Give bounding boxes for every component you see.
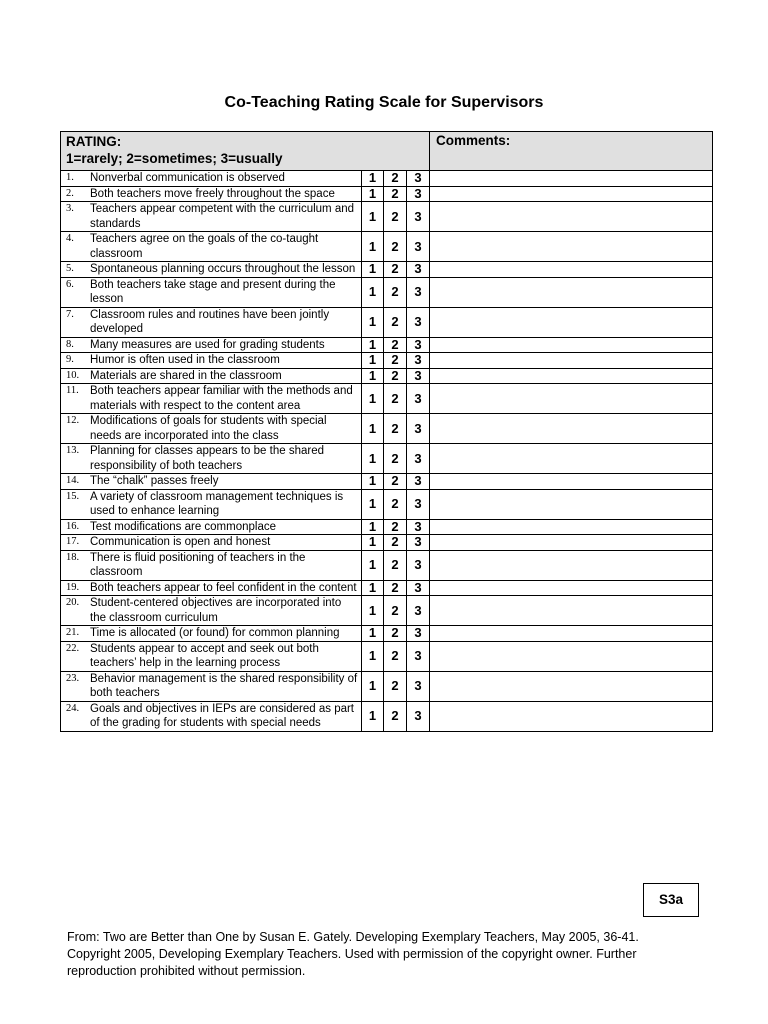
rating-option-1[interactable]: 1	[362, 671, 384, 701]
rating-option-2[interactable]: 2	[384, 641, 407, 671]
rating-option-3[interactable]: 3	[407, 353, 430, 369]
rating-option-1[interactable]: 1	[362, 596, 384, 626]
table-row	[61, 307, 713, 337]
table-row	[61, 277, 713, 307]
rating-option-1[interactable]: 1	[362, 550, 384, 580]
rating-option-2[interactable]: 2	[384, 368, 407, 384]
item-text: Both teachers take stage and present during the lesson	[90, 278, 336, 305]
item-number: 13.	[66, 445, 80, 456]
rating-option-3[interactable]: 3	[407, 262, 430, 278]
item-cell	[61, 171, 362, 187]
rating-option-2[interactable]: 2	[384, 444, 407, 474]
comment-cell[interactable]	[430, 202, 713, 232]
table-row	[61, 474, 713, 490]
rating-option-1[interactable]: 1	[362, 171, 384, 187]
item-cell	[61, 186, 362, 202]
item-text: Nonverbal communication is observed	[90, 172, 285, 184]
rating-option-3[interactable]: 3	[407, 202, 430, 232]
rating-option-1[interactable]: 1	[362, 307, 384, 337]
table-row	[61, 444, 713, 474]
comment-cell[interactable]	[430, 489, 713, 519]
rating-option-2[interactable]: 2	[384, 596, 407, 626]
item-number: 1.	[66, 172, 74, 183]
item-text: Classroom rules and routines have been jointly developed	[90, 308, 330, 335]
comments-header: Comments:	[430, 132, 713, 171]
table-row	[61, 701, 713, 731]
item-cell	[61, 580, 362, 596]
item-text: Behavior management is the shared responsibility of both teachers	[90, 672, 358, 699]
item-cell	[61, 596, 362, 626]
rating-option-3[interactable]: 3	[407, 232, 430, 262]
item-number: 18.	[66, 551, 80, 563]
rating-option-2[interactable]: 2	[384, 337, 407, 353]
item-number: 23.	[66, 672, 80, 684]
item-text: Students appear to accept and seek out both teachers’ help in the learning process	[90, 642, 319, 669]
table-row	[61, 384, 713, 414]
comment-cell[interactable]	[430, 186, 713, 202]
rating-option-2[interactable]: 2	[384, 186, 407, 202]
table-row	[61, 202, 713, 232]
rating-option-1[interactable]: 1	[362, 535, 384, 551]
item-number: 16.	[66, 520, 80, 532]
comment-cell[interactable]	[430, 232, 713, 262]
rating-option-3[interactable]: 3	[407, 186, 430, 202]
item-text: Modifications of goals for students with special needs are incorporated into the class	[90, 415, 327, 442]
item-cell	[61, 368, 362, 384]
page-label-box: S3a	[643, 883, 699, 917]
item-cell	[61, 519, 362, 535]
item-cell	[61, 262, 362, 278]
comment-cell[interactable]	[430, 626, 713, 642]
rating-option-3[interactable]: 3	[407, 171, 430, 187]
item-cell	[61, 550, 362, 580]
rating-option-3[interactable]: 3	[407, 414, 430, 444]
item-cell	[61, 535, 362, 551]
comment-cell[interactable]	[430, 580, 713, 596]
rating-option-1[interactable]: 1	[362, 474, 384, 490]
item-cell	[61, 384, 362, 414]
item-text: Both teachers appear to feel confident in the content	[90, 581, 357, 594]
comment-cell[interactable]	[430, 368, 713, 384]
item-cell	[61, 353, 362, 369]
item-text: Time is allocated (or found) for common planning	[90, 627, 340, 639]
rating-option-1[interactable]: 1	[362, 626, 384, 642]
rating-option-2[interactable]: 2	[384, 262, 407, 278]
item-text: There is fluid positioning of teachers in the classroom	[90, 551, 306, 578]
rating-option-3[interactable]: 3	[407, 519, 430, 535]
item-number: 8.	[66, 338, 74, 350]
comment-cell[interactable]	[430, 262, 713, 278]
rating-option-3[interactable]: 3	[407, 596, 430, 626]
item-cell	[61, 277, 362, 307]
rating-option-1[interactable]: 1	[362, 353, 384, 369]
rating-option-3[interactable]: 3	[407, 277, 430, 307]
rating-option-1[interactable]: 1	[362, 202, 384, 232]
rating-option-1[interactable]: 1	[362, 384, 384, 414]
item-number: 10.	[66, 369, 80, 381]
item-text: A variety of classroom management techniques is used to enhance learning	[90, 490, 344, 517]
item-cell	[61, 626, 362, 642]
item-cell	[61, 641, 362, 671]
comment-cell[interactable]	[430, 535, 713, 551]
item-number: 7.	[66, 308, 74, 320]
item-cell	[61, 202, 362, 232]
rating-scale-legend: 1=rarely; 2=sometimes; 3=usually	[66, 151, 283, 166]
rating-option-1[interactable]: 1	[362, 641, 384, 671]
item-number: 20.	[66, 597, 80, 608]
item-number: 4.	[66, 233, 74, 244]
rating-option-2[interactable]: 2	[384, 701, 407, 731]
table-row	[61, 535, 713, 551]
rating-option-1[interactable]: 1	[362, 444, 384, 474]
table-row	[61, 337, 713, 353]
rating-option-3[interactable]: 3	[407, 701, 430, 731]
table-row	[61, 489, 713, 519]
item-cell	[61, 232, 362, 262]
rating-option-1[interactable]: 1	[362, 186, 384, 202]
rating-option-2[interactable]: 2	[384, 202, 407, 232]
table-row	[61, 550, 713, 580]
item-cell	[61, 337, 362, 353]
rating-option-2[interactable]: 2	[384, 626, 407, 642]
table-row	[61, 519, 713, 535]
rating-option-1[interactable]: 1	[362, 580, 384, 596]
rating-option-1[interactable]: 1	[362, 489, 384, 519]
rating-option-3[interactable]: 3	[407, 307, 430, 337]
rating-option-2[interactable]: 2	[384, 474, 407, 490]
item-cell	[61, 307, 362, 337]
rating-option-2[interactable]: 2	[384, 232, 407, 262]
item-cell	[61, 671, 362, 701]
rating-option-1[interactable]: 1	[362, 262, 384, 278]
item-number: 6.	[66, 278, 74, 290]
table-row	[61, 641, 713, 671]
table-row	[61, 626, 713, 642]
comment-cell[interactable]	[430, 444, 713, 474]
rating-option-2[interactable]: 2	[384, 580, 407, 596]
item-number: 19.	[66, 581, 80, 593]
table-row	[61, 262, 713, 278]
rating-option-3[interactable]: 3	[407, 337, 430, 353]
item-text: Goals and objectives in IEPs are considered as part of the grading for students with special needs	[90, 702, 355, 729]
rating-option-3[interactable]: 3	[407, 535, 430, 551]
rating-option-1[interactable]: 1	[362, 701, 384, 731]
item-text: Test modifications are commonplace	[90, 520, 276, 533]
rating-option-1[interactable]: 1	[362, 519, 384, 535]
rating-option-2[interactable]: 2	[384, 277, 407, 307]
item-number: 17.	[66, 536, 80, 547]
rating-option-3[interactable]: 3	[407, 580, 430, 596]
item-number: 11.	[66, 385, 79, 396]
page-title: Co-Teaching Rating Scale for Supervisors	[224, 94, 544, 111]
item-text: Spontaneous planning occurs throughout the lesson	[90, 263, 356, 275]
comment-cell[interactable]	[430, 307, 713, 337]
rating-option-3[interactable]: 3	[407, 626, 430, 642]
rating-option-2[interactable]: 2	[384, 489, 407, 519]
rating-option-3[interactable]: 3	[407, 671, 430, 701]
rating-option-2[interactable]: 2	[384, 671, 407, 701]
item-number: 22.	[66, 642, 80, 654]
table-row	[61, 414, 713, 444]
item-cell	[61, 489, 362, 519]
item-number: 15.	[66, 490, 80, 502]
comment-cell[interactable]	[430, 337, 713, 353]
item-text: Materials are shared in the classroom	[90, 369, 282, 382]
rating-option-3[interactable]: 3	[407, 474, 430, 490]
table-row	[61, 368, 713, 384]
rating-option-1[interactable]: 1	[362, 277, 384, 307]
item-text: Teachers appear competent with the curriculum and standards	[90, 203, 355, 230]
rating-option-2[interactable]: 2	[384, 307, 407, 337]
item-text: Humor is often used in the classroom	[90, 354, 280, 366]
item-number: 21.	[66, 627, 80, 638]
item-number: 3.	[66, 203, 74, 214]
table-header-row	[61, 132, 713, 171]
rating-option-2[interactable]: 2	[384, 550, 407, 580]
rating-option-2[interactable]: 2	[384, 535, 407, 551]
copyright-footer: From: Two are Better than One by Susan E. Gately. Developing Exemplary Teachers, May 2005, 36-41. Copyright 2005, Developing Exemplary Teachers. Used with permission of the copyright owner. Further reproduction prohibited without permission.	[67, 930, 639, 978]
comment-cell[interactable]	[430, 414, 713, 444]
rating-option-3[interactable]: 3	[407, 641, 430, 671]
item-number: 14.	[66, 475, 80, 486]
item-text: Student-centered objectives are incorporated into the classroom curriculum	[90, 597, 342, 624]
item-cell	[61, 414, 362, 444]
item-number: 5.	[66, 263, 74, 274]
rating-option-2[interactable]: 2	[384, 414, 407, 444]
rating-label: RATING:	[66, 134, 122, 149]
rating-option-2[interactable]: 2	[384, 353, 407, 369]
rating-option-3[interactable]: 3	[407, 444, 430, 474]
item-number: 9.	[66, 354, 74, 365]
item-cell	[61, 444, 362, 474]
comment-cell[interactable]	[430, 596, 713, 626]
comment-cell[interactable]	[430, 550, 713, 580]
item-cell	[61, 701, 362, 731]
item-text: Teachers agree on the goals of the co-taught classroom	[90, 233, 319, 260]
rating-option-3[interactable]: 3	[407, 384, 430, 414]
item-text: Both teachers appear familiar with the methods and materials with respect to the content area	[90, 385, 353, 412]
item-text: The “chalk” passes freely	[90, 475, 219, 487]
item-cell	[61, 474, 362, 490]
comment-cell[interactable]	[430, 277, 713, 307]
comment-cell[interactable]	[430, 519, 713, 535]
comment-cell[interactable]	[430, 701, 713, 731]
rating-option-1[interactable]: 1	[362, 232, 384, 262]
table-row	[61, 186, 713, 202]
table-row	[61, 671, 713, 701]
table-row	[61, 353, 713, 369]
rating-header-cell	[61, 132, 430, 171]
table-row	[61, 596, 713, 626]
comment-cell[interactable]	[430, 171, 713, 187]
item-number: 12.	[66, 415, 80, 426]
table-row	[61, 580, 713, 596]
rating-option-3[interactable]: 3	[407, 550, 430, 580]
comment-cell[interactable]	[430, 671, 713, 701]
table-row	[61, 232, 713, 262]
rating-option-1[interactable]: 1	[362, 414, 384, 444]
comment-cell[interactable]	[430, 641, 713, 671]
comment-cell[interactable]	[430, 474, 713, 490]
comment-cell[interactable]	[430, 384, 713, 414]
item-text: Communication is open and honest	[90, 536, 271, 548]
item-number: 2.	[66, 187, 74, 199]
comment-cell[interactable]	[430, 353, 713, 369]
rating-option-3[interactable]: 3	[407, 368, 430, 384]
rating-option-1[interactable]: 1	[362, 337, 384, 353]
rating-option-2[interactable]: 2	[384, 519, 407, 535]
table-row	[61, 171, 713, 187]
item-text: Many measures are used for grading students	[90, 338, 325, 351]
rating-option-2[interactable]: 2	[384, 171, 407, 187]
rating-option-2[interactable]: 2	[384, 384, 407, 414]
item-text: Planning for classes appears to be the shared responsibility of both teachers	[90, 445, 324, 472]
item-text: Both teachers move freely throughout the space	[90, 187, 335, 200]
rating-option-1[interactable]: 1	[362, 368, 384, 384]
rating-option-3[interactable]: 3	[407, 489, 430, 519]
item-number: 24.	[66, 702, 80, 714]
rating-table	[60, 131, 713, 732]
